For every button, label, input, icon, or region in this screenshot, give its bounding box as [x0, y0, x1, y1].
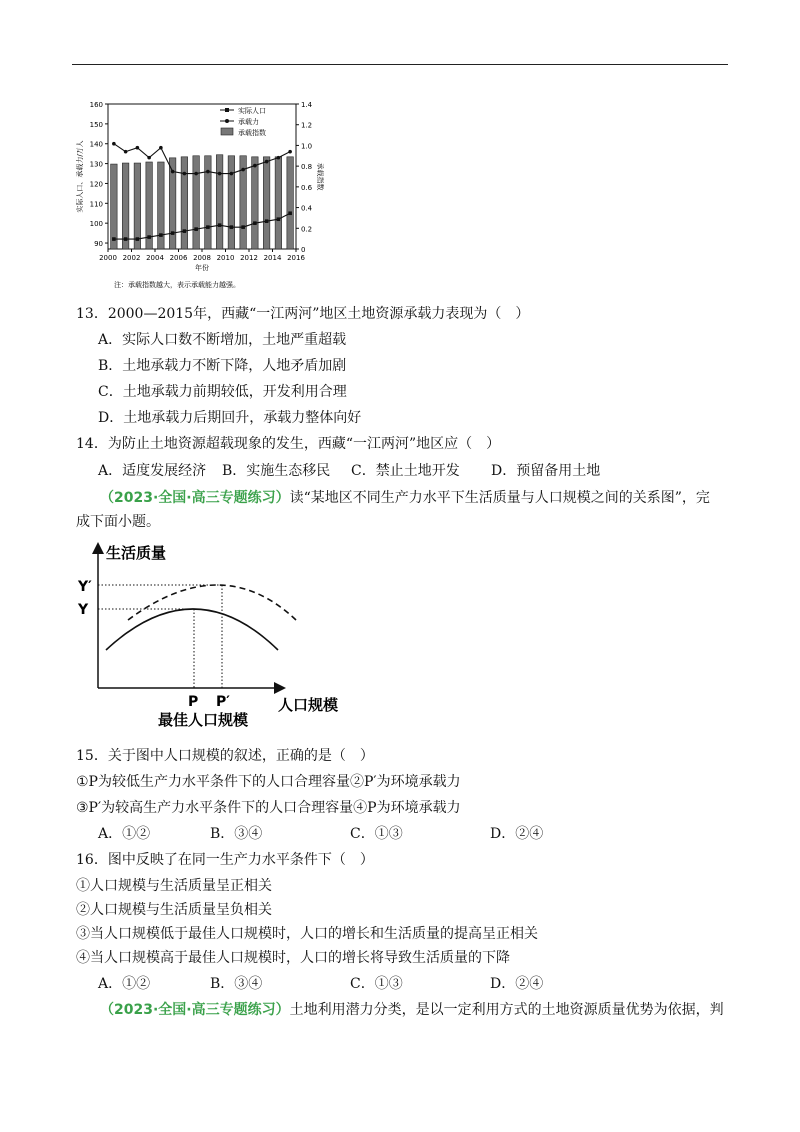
x-axis-label: 年份	[195, 264, 209, 272]
marker-carrying-capacity	[265, 160, 269, 164]
y-right-tick-label: 0.4	[301, 204, 313, 213]
bar-carrying-index	[193, 156, 200, 249]
q16-option-c[interactable]: C．①③	[350, 976, 403, 992]
y-left-tick-label: 110	[89, 200, 103, 209]
carrying-capacity-chart	[70, 96, 330, 296]
x-tick-label: 2010	[216, 254, 235, 262]
q15-stem: 15．关于图中人口规模的叙述，正确的是（ ）	[76, 748, 374, 764]
q13-option-a[interactable]: A．实际人口数不断增加，土地严重超载	[98, 332, 347, 348]
chart2-ymark-low: Y	[78, 602, 89, 618]
marker-carrying-capacity	[230, 172, 234, 176]
q16-stem: 16．图中反映了在同一生产力水平条件下（ ）	[76, 852, 374, 868]
q14-option-b[interactable]: B．实施生态移民	[222, 463, 331, 479]
marker-carrying-capacity	[159, 146, 163, 150]
y-left-tick-label: 130	[89, 160, 103, 169]
q15-statement-2: ③P′为较高生产力水平条件下的人口合理容量④P为环境承载力	[76, 800, 461, 816]
q15-statement-1: ①P为较低生产力水平条件下的人口合理容量②P′为环境承载力	[76, 774, 461, 790]
chart2-ymark-high: Y′	[78, 579, 92, 595]
bar-carrying-index	[287, 157, 294, 249]
y-right-tick-label: 0.6	[301, 183, 313, 192]
x-tick-label: 2014	[263, 254, 282, 262]
chart2-ylabel: 生活质量	[106, 544, 167, 562]
marker-carrying-capacity	[241, 168, 245, 172]
y-left-tick-label: 120	[89, 180, 103, 189]
marker-actual-population	[206, 225, 210, 229]
q13-option-d[interactable]: D．土地承载力后期回升，承载力整体向好	[98, 410, 362, 426]
marker-carrying-capacity	[136, 146, 140, 150]
y-right-tick-label: 0.8	[301, 163, 313, 172]
marker-carrying-capacity	[124, 150, 128, 154]
quality-population-chart	[70, 538, 360, 738]
marker-actual-population	[183, 229, 187, 233]
marker-actual-population	[136, 237, 140, 241]
marker-carrying-capacity	[183, 172, 187, 176]
marker-carrying-capacity	[171, 170, 175, 174]
y-left-axis-label: 实际人口、承载力/万人	[76, 140, 84, 213]
y-left-tick-label: 100	[89, 220, 103, 229]
marker-actual-population	[241, 225, 245, 229]
marker-actual-population	[277, 217, 281, 221]
q16-statement-2: ②人口规模与生活质量呈负相关	[76, 902, 272, 918]
x-tick-label: 2006	[169, 254, 188, 262]
marker-actual-population	[159, 233, 163, 237]
intro2-line1	[100, 1000, 724, 1020]
marker-actual-population	[288, 211, 292, 215]
bar-carrying-index	[134, 163, 141, 249]
y-left-tick-label: 140	[89, 140, 103, 149]
legend-label-population: 实际人口	[238, 107, 266, 115]
x-tick-label: 2000	[99, 254, 117, 262]
q14-option-d[interactable]: D．预留备用土地	[491, 463, 601, 479]
bar-carrying-index	[216, 155, 223, 249]
bar-carrying-index	[111, 164, 118, 249]
x-tick-label: 2016	[287, 254, 305, 262]
chart2-caption: 最佳人口规模	[158, 711, 249, 729]
marker-actual-population	[147, 235, 151, 239]
marker-carrying-capacity	[206, 170, 210, 174]
marker-actual-population	[230, 225, 234, 229]
q16-statement-3: ③当人口规模低于最佳人口规模时，人口的增长和生活质量的提高呈正相关	[76, 926, 538, 942]
bar-carrying-index	[252, 157, 259, 249]
q15-option-d[interactable]: D．②④	[490, 826, 544, 842]
marker-actual-population	[194, 227, 198, 231]
intro1-text: 读“某地区不同生产力水平下生活质量与人口规模之间的关系图”，完	[289, 490, 710, 506]
marker-actual-population	[265, 219, 269, 223]
x-tick-label: 2008	[193, 254, 211, 262]
chart2-xlabel: 人口规模	[278, 696, 339, 714]
q15-option-a[interactable]: A．①②	[98, 826, 151, 842]
marker-actual-population	[171, 231, 175, 235]
q15-option-b[interactable]: B．③④	[210, 826, 263, 842]
chart2-xmark-p-prime: P′	[216, 694, 230, 710]
q16-statement-4: ④当人口规模高于最佳人口规模时，人口的增长将导致生活质量的下降	[76, 950, 510, 966]
header-rule	[72, 64, 728, 65]
marker-actual-population	[218, 223, 222, 227]
y-right-tick-label: 0.2	[301, 225, 313, 234]
marker-carrying-capacity	[112, 142, 116, 146]
curve-high-productivity	[128, 585, 296, 620]
q16-option-d[interactable]: D．②④	[490, 976, 544, 992]
chart2-xmark-p: P	[188, 694, 199, 710]
intro1-line2: 成下面小题。	[76, 514, 160, 530]
y-right-tick-label: 1.0	[301, 142, 313, 151]
q16-statement-1: ①人口规模与生活质量呈正相关	[76, 878, 272, 894]
x-tick-label: 2002	[122, 254, 141, 262]
q16-option-a[interactable]: A．①②	[98, 976, 151, 992]
y-left-tick-label: 160	[89, 101, 103, 109]
intro2-text: 土地利用潜力分类，是以一定利用方式的土地资源质量优势为依据，判	[289, 1002, 724, 1018]
marker-carrying-capacity	[147, 156, 151, 160]
marker-carrying-capacity	[288, 150, 292, 154]
bar-carrying-index	[263, 157, 270, 249]
q14-option-a[interactable]: A．适度发展经济	[98, 463, 207, 479]
marker-carrying-capacity	[218, 172, 222, 176]
source-tag: （2023·全国·高三专题练习）	[100, 1002, 290, 1018]
y-right-axis-label: 承载指数	[316, 162, 324, 191]
legend-label-index: 承载指数	[238, 129, 266, 137]
x-tick-label: 2012	[240, 254, 258, 262]
source-tag: （2023·全国·高三专题练习）	[100, 490, 290, 506]
legend-label-capacity: 承载力	[238, 118, 259, 126]
intro1-line1	[100, 488, 710, 508]
marker-carrying-capacity	[277, 156, 281, 160]
q14-option-c[interactable]: C．禁止土地开发	[351, 463, 460, 479]
y-right-tick-label: 0	[301, 246, 306, 254]
q13-option-b[interactable]: B．土地承载力不断下降，人地矛盾加剧	[98, 358, 347, 374]
chart-note: 注：承载指数越大，表示承载能力越强。	[114, 281, 240, 289]
marker-carrying-capacity	[194, 172, 198, 176]
chart1-legend	[220, 106, 266, 137]
bar-carrying-index	[275, 157, 282, 249]
y-right-tick-label: 1.2	[301, 121, 313, 130]
marker-actual-population	[112, 237, 116, 241]
marker-actual-population	[253, 221, 257, 225]
q16-option-b[interactable]: B．③④	[210, 976, 263, 992]
marker-actual-population	[124, 237, 128, 241]
q13-option-c[interactable]: C．土地承载力前期较低，开发利用合理	[98, 384, 347, 400]
y-left-tick-label: 150	[89, 120, 103, 129]
y-right-tick-label: 1.4	[301, 101, 313, 109]
legend-marker-population	[225, 108, 229, 112]
bar-carrying-index	[228, 156, 235, 249]
legend-swatch-index	[221, 128, 233, 135]
y-left-tick-label: 90	[94, 240, 103, 249]
q13-stem: 13．2000—2015年，西藏“一江两河”地区土地资源承载力表现为（ ）	[76, 306, 530, 322]
bar-carrying-index	[181, 157, 188, 249]
curve-low-productivity	[106, 609, 278, 650]
legend-marker-capacity	[225, 119, 229, 123]
q14-stem: 14．为防止土地资源超载现象的发生，西藏“一江两河”地区应（ ）	[76, 436, 501, 452]
q15-option-c[interactable]: C．①③	[350, 826, 403, 842]
marker-carrying-capacity	[253, 164, 257, 168]
x-tick-label: 2004	[146, 254, 164, 262]
bar-carrying-index	[122, 163, 129, 249]
chart1-bars	[111, 155, 294, 249]
